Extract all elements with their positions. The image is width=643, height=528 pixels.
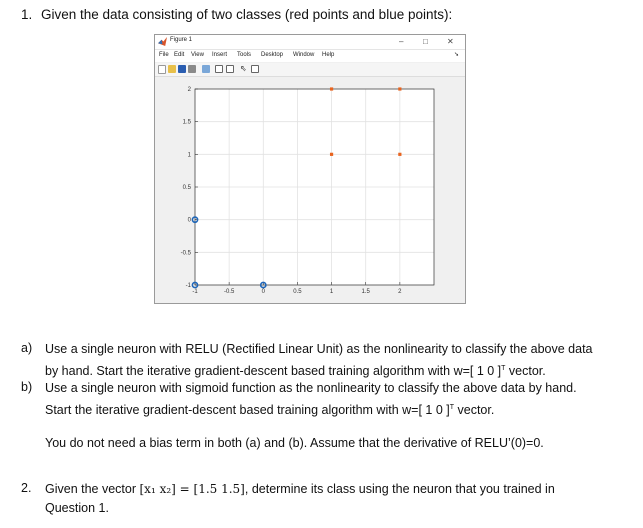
x-tick-label: 0.5	[293, 289, 302, 295]
figure-canvas	[155, 77, 465, 303]
menu-view[interactable]: View	[191, 52, 204, 58]
question-2-line-2: Question 1.	[45, 501, 109, 515]
print-icon[interactable]	[188, 65, 196, 73]
red-data-point	[398, 87, 401, 90]
question-1-number: 1.	[21, 7, 33, 22]
part-a-line-1: Use a single neuron with RELU (Rectified Linear Unit) as the nonlinearity to classify the above data	[45, 342, 593, 356]
part-b-transpose: T	[449, 404, 455, 411]
new-figure-icon[interactable]	[158, 65, 166, 74]
x-tick-label: 2	[398, 289, 402, 295]
x-tick-label: -1	[192, 289, 198, 295]
question-1-text: Given the data consisting of two classes (red points and blue points):	[41, 7, 453, 22]
matlab-logo-icon	[158, 37, 167, 46]
figure-window	[154, 34, 466, 304]
red-data-point	[398, 153, 401, 156]
figure-toolbar	[155, 63, 465, 77]
question-1	[21, 7, 452, 22]
part-a-line-2-end: vector.	[505, 364, 546, 379]
maximize-button[interactable]: □	[423, 37, 428, 46]
part-b-line-2-text: Start the iterative gradient-descent based training algorithm with w=[ 1 0 ]	[45, 403, 450, 418]
y-tick-label: 0.5	[182, 185, 191, 191]
close-button[interactable]: ✕	[447, 37, 454, 46]
figure-titlebar[interactable]	[155, 35, 465, 50]
part-b-text	[45, 379, 577, 420]
part-a-line-2	[45, 359, 593, 381]
open-folder-icon[interactable]	[168, 65, 176, 73]
insert-colorbar-icon[interactable]	[215, 65, 223, 73]
part-b-line-1: Use a single neuron with sigmoid function as the nonlinearity to classify the above data by hand.	[45, 381, 577, 395]
menu-tools[interactable]: Tools	[237, 52, 252, 58]
question-2-number: 2.	[21, 481, 32, 495]
y-tick-label: -0.5	[180, 250, 191, 257]
question-2-rest: , determine its class using the neuron that you trained in	[244, 482, 555, 496]
scatter-plot	[155, 77, 465, 303]
part-a-transpose: T	[501, 365, 506, 372]
question-2-vector: [x₁ x₂] = [1.5 1.5]	[139, 482, 245, 496]
part-a-line-2-text: by hand. Start the iterative gradient-descent based training algorithm with w=[ 1 0 ]	[45, 364, 502, 379]
part-b-line-2-end: vector.	[454, 403, 495, 418]
link-plot-icon[interactable]	[202, 65, 210, 73]
x-tick-label: 1	[329, 289, 334, 295]
part-a-text	[45, 340, 593, 381]
question-2-line-1	[45, 480, 555, 499]
save-icon[interactable]	[178, 65, 186, 73]
menu-insert[interactable]: Insert	[212, 52, 228, 58]
menu-file[interactable]: File	[159, 52, 169, 58]
question-2-text	[45, 480, 555, 518]
menu-window[interactable]: Window	[293, 52, 315, 58]
part-b-label: b)	[21, 380, 33, 394]
minimize-button[interactable]: –	[399, 37, 404, 46]
part-a-label: a)	[21, 341, 33, 355]
y-tick-label: 1	[187, 152, 191, 159]
red-data-point	[330, 153, 333, 156]
menubar-overflow-arrow-icon[interactable]: ➘	[453, 52, 459, 58]
figure-title: Figure 1	[170, 37, 193, 43]
insert-legend-icon[interactable]	[226, 65, 234, 73]
y-tick-label: -1	[185, 283, 191, 289]
menu-edit[interactable]: Edit	[174, 52, 185, 58]
bias-note: You do not need a bias term in both (a) and (b). Assume that the derivative of RELU’(0)=0.	[45, 436, 544, 450]
figure-menubar	[155, 50, 465, 62]
property-inspector-icon[interactable]	[251, 65, 259, 73]
x-tick-label: 0	[261, 289, 265, 295]
menu-help[interactable]: Help	[322, 52, 335, 58]
question-2-intro: Given the vector	[45, 482, 140, 496]
x-tick-label: -0.5	[223, 289, 235, 295]
y-tick-label: 2	[187, 87, 191, 93]
y-tick-label: 0	[187, 217, 191, 224]
x-tick-label: 1.5	[361, 289, 370, 295]
y-tick-label: 1.5	[182, 119, 191, 126]
edit-plot-cursor-icon[interactable]: ⇖	[240, 64, 247, 73]
red-data-point	[330, 87, 333, 90]
menu-desktop[interactable]: Desktop	[261, 52, 284, 58]
part-b-line-2	[45, 398, 577, 420]
